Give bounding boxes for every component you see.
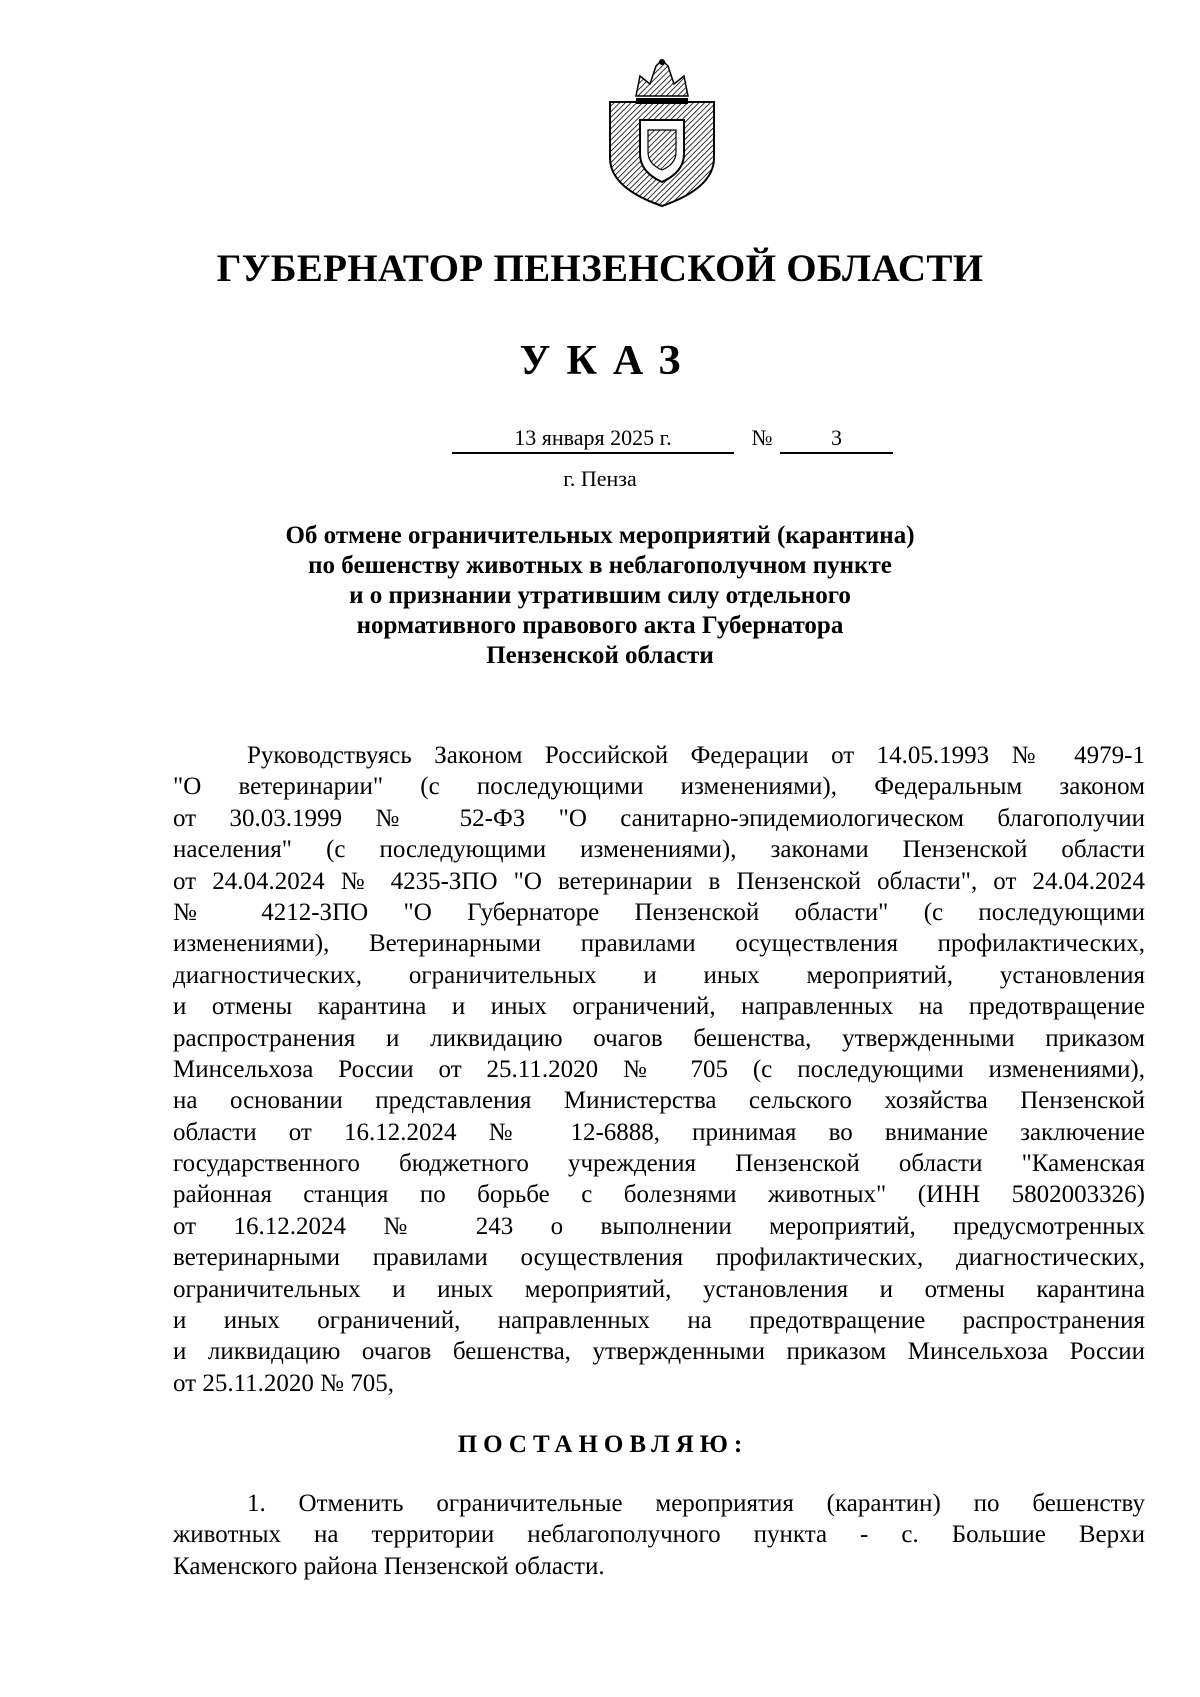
text-line: от 30.03.1999 № 52-ФЗ "О санитарно-эпидемиологическом благополучии — [173, 804, 1145, 832]
text-line: 1. Отменить ограничительные мероприятия (карантин) по бешенству — [247, 1490, 1145, 1517]
decree-date: 13 января 2025 г. — [452, 424, 734, 454]
text-line: районная станция по борьбе с болезнями животных" (ИНН 5802003326) — [173, 1181, 1145, 1209]
place-of-issue: г. Пенза — [563, 466, 637, 491]
preamble-paragraph — [173, 740, 1145, 1399]
text-line: государственного бюджетного учреждения Пензенской области "Каменская — [173, 1150, 1145, 1178]
text-line: на основании представления Министерства сельского хозяйства Пензенской — [173, 1087, 1145, 1115]
subject-line: Об отмене ограничительных мероприятий (карантина) — [285, 522, 915, 549]
text-line: от 16.12.2024 № 243 о выполнении мероприятий, предусмотренных — [173, 1212, 1145, 1240]
text-line: области от 16.12.2024 № 12-6888, принимая во внимание заключение — [173, 1118, 1145, 1146]
authority-title: ГУБЕРНАТОР ПЕНЗЕНСКОЙ ОБЛАСТИ — [216, 247, 984, 290]
subject-line: по бешенству животных в неблагополучном пункте — [308, 552, 892, 579]
text-line: Каменского района Пензенской области. — [173, 1552, 605, 1580]
text-line: животных на территории неблагополучного пункта - с. Большие Верхи — [173, 1521, 1145, 1549]
decree-subject — [0, 521, 1200, 671]
text-line: и иных ограничений, направленных на предотвращение распространения — [173, 1307, 1145, 1335]
text-line: изменениями), Ветеринарными правилами осуществления профилактических, — [173, 930, 1145, 958]
text-line: ветеринарными правилами осуществления профилактических, диагностических, — [173, 1244, 1145, 1272]
subject-line: Пензенской области — [486, 642, 714, 669]
text-line: распространения и ликвидацию очагов бешенства, утвержденными приказом — [173, 1024, 1145, 1052]
item-1-paragraph — [173, 1488, 1145, 1582]
text-line: от 25.11.2020 № 705, — [173, 1369, 395, 1397]
text-line: № 4212-ЗПО "О Губернаторе Пензенской области" (с последующими — [173, 898, 1145, 926]
text-line: населения" (с последующими изменениями), законами Пензенской области — [173, 836, 1145, 864]
coat-of-arms-emblem — [596, 58, 728, 210]
text-line: и отмены карантина и иных ограничений, направленных на предотвращение — [173, 993, 1145, 1021]
subject-line: нормативного правового акта Губернатора — [356, 612, 844, 639]
text-line: и ликвидацию очагов бешенства, утвержденными приказом Минсельхоза России — [173, 1338, 1145, 1366]
document-type: УКАЗ — [519, 338, 697, 384]
text-line: Руководствуясь Законом Российской Федерации от 14.05.1993 № 4979-1 — [247, 742, 1145, 769]
text-line: Минсельхоза России от 25.11.2020 № 705 (с последующими изменениями), — [173, 1055, 1145, 1083]
text-line: ограничительных и иных мероприятий, установления и отмены карантина — [173, 1275, 1145, 1303]
decree-number: 3 — [780, 424, 893, 454]
number-label: № — [751, 425, 773, 450]
resolve-heading: ПОСТАНОВЛЯЮ: — [457, 1431, 749, 1458]
text-line: диагностических, ограничительных и иных мероприятий, установления — [173, 961, 1145, 989]
text-line: "О ветеринарии" (с последующими изменениями), Федеральным законом — [173, 773, 1145, 801]
text-line: от 24.04.2024 № 4235-ЗПО "О ветеринарии в Пензенской области", от 24.04.2024 — [173, 867, 1145, 895]
subject-line: и о признании утратившим силу отдельного — [349, 582, 851, 609]
date-number-row — [0, 424, 1200, 454]
